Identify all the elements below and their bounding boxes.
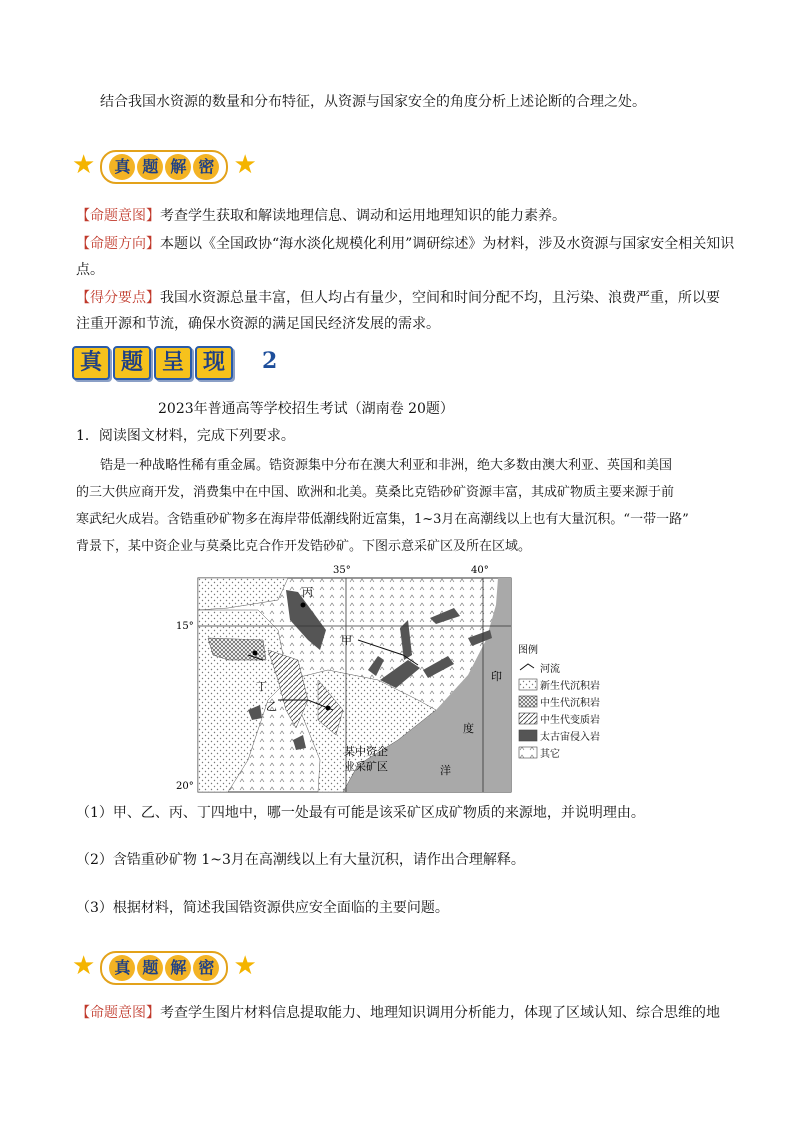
analysis-points-1-cont: 注重开源和节流，确保水资源的满足国民经济发展的需求。 [76, 316, 440, 332]
legend-title: 图例 [518, 645, 538, 656]
direction-text: 本题以《全国政协“海水淡化规模化利用”调研综述》为材料，涉及水资源与国家安全相关知识 [160, 236, 735, 252]
badge-char: 真 [109, 154, 135, 180]
lon-label: 40° [471, 565, 489, 576]
banner-tile: 现 [195, 346, 233, 380]
intent-tag: 【命题意图】 [76, 208, 160, 224]
ocean-label: 洋 [440, 764, 451, 777]
svg-text:河流: 河流 [540, 664, 560, 675]
svg-text:新生代沉积岩: 新生代沉积岩 [540, 681, 600, 692]
svg-text:其它: 其它 [540, 749, 560, 760]
analysis-intent-1 [76, 203, 566, 229]
analysis-intent-2 [76, 1000, 720, 1026]
badge-char: 真 [109, 955, 135, 981]
lat-label: 15° [176, 621, 194, 632]
svg-text:中生代变质岩: 中生代变质岩 [540, 715, 600, 726]
star-icon: ★ [233, 150, 257, 180]
question-2: （2）含锆重砂矿物 1~3月在高潮线以上有大量沉积，请作出合理解释。 [76, 852, 525, 868]
place-ding: 丁 [256, 680, 267, 693]
zhenti-chengxian-banner [72, 346, 312, 390]
mine-label: 某中资企 [344, 745, 388, 758]
badge-char: 题 [137, 955, 163, 981]
intent-tag: 【命题意图】 [76, 1005, 160, 1021]
zhenti-jiemi-banner-2 [72, 951, 257, 995]
points-tag: 【得分要点】 [76, 290, 160, 306]
mining-area-map [168, 560, 628, 796]
badge-char: 题 [137, 154, 163, 180]
question-3: （3）根据材料，简述我国锆资源供应安全面临的主要问题。 [76, 900, 449, 916]
svg-text:太古宙侵入岩: 太古宙侵入岩 [540, 732, 600, 743]
lat-label: 20° [176, 781, 194, 792]
direction-tag: 【命题方向】 [76, 236, 160, 252]
jiemi-badge [100, 150, 228, 184]
banner-tile: 题 [113, 346, 151, 380]
badge-char: 解 [165, 154, 191, 180]
mine-label: 业采矿区 [344, 760, 388, 773]
ocean-label: 度 [463, 722, 474, 735]
analysis-points-1 [76, 285, 720, 311]
place-bing: 丙 [302, 586, 313, 599]
analysis-direction-1-cont: 点。 [76, 262, 104, 278]
map-legend [518, 643, 600, 760]
star-icon: ★ [233, 951, 257, 981]
question-number: 2 [262, 348, 278, 374]
jiemi-badge [100, 951, 228, 985]
badge-char: 解 [165, 955, 191, 981]
top-question-line: 结合我国水资源的数量和分布特征，从资源与国家安全的角度分析上述论断的合理之处。 [100, 94, 646, 110]
place-yi: 乙 [266, 700, 277, 713]
place-jia: 甲 [341, 634, 352, 647]
banner-tile: 真 [72, 346, 110, 380]
svg-text:中生代沉积岩: 中生代沉积岩 [540, 698, 600, 709]
question-intro: 1．阅读图文材料，完成下列要求。 [76, 428, 295, 444]
intent-text: 考查学生获取和解读地理信息、调动和运用地理知识的能力素养。 [160, 208, 566, 224]
material-line-2: 的三大供应商开发，消费集中在中国、欧洲和北美。莫桑比克锆砂矿资源丰富，其成矿物质主要来源于前 [76, 485, 675, 500]
material-line-1: 锆是一种战略性稀有重金属。锆资源集中分布在澳大利亚和非洲，绝大多数由澳大利亚、英国和美国 [100, 458, 673, 473]
points-text: 我国水资源总量丰富，但人均占有量少，空间和时间分配不均，且污染、浪费严重，所以要 [160, 290, 720, 306]
star-icon: ★ [72, 150, 96, 180]
badge-char: 密 [193, 955, 219, 981]
ocean-label: 印 [491, 670, 502, 683]
question-1: （1）甲、乙、丙、丁四地中，哪一处最有可能是该采矿区成矿物质的来源地，并说明理由。 [76, 805, 645, 821]
banner-tile: 呈 [154, 346, 192, 380]
material-line-3: 寒武纪火成岩。含锆重砂矿物多在海岸带低潮线附近富集，1~3月在高潮线以上也有大量沉积。“一带一路” [76, 512, 689, 527]
intent-text: 考查学生图片材料信息提取能力、地理知识调用分析能力，体现了区域认知、综合思维的地 [160, 1005, 720, 1021]
material-line-4: 背景下，某中资企业与莫桑比克合作开发锆砂矿。下图示意采矿区及所在区域。 [76, 539, 532, 554]
badge-char: 密 [193, 154, 219, 180]
exam-source: 2023年普通高等学校招生考试（湖南卷 20题） [158, 401, 454, 417]
analysis-direction-1 [76, 231, 734, 257]
star-icon: ★ [72, 951, 96, 981]
zhenti-jiemi-banner-1 [72, 150, 257, 194]
lon-label: 35° [333, 565, 351, 576]
river-legend-icon [520, 664, 534, 670]
